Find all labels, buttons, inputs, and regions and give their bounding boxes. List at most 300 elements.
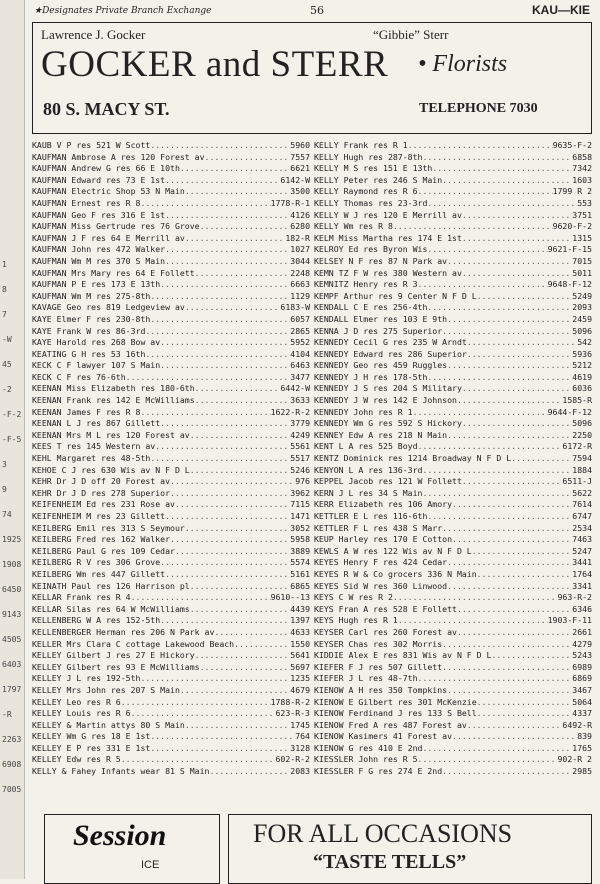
leader-dots [477, 708, 573, 720]
listing-phone: 1788-R-2 [270, 696, 310, 707]
listing-name: KELLY Thomas res 23-3rd [314, 197, 428, 208]
leader-dots [462, 210, 572, 222]
listing-name: KELROY Ed res Byron Wis [314, 244, 428, 255]
listing-phone: 6442-W [280, 383, 310, 394]
listing-phone: 5936 [572, 348, 592, 359]
listing-name: KELLY & Fahey Infants wear 81 S Main [32, 766, 210, 777]
listing-phone: 3962 [290, 487, 310, 498]
listing-name: KENNEDY Cecil G res 235 W Arndt [314, 337, 467, 348]
listing-row [32, 627, 310, 639]
listing-phone: 1550 [290, 638, 310, 649]
listing-name: KAUFMAN Ambrose A res 120 Forest av [32, 151, 205, 162]
strip-number: 1797 [2, 685, 22, 694]
listing-name: KAYE Elmer F res 230-8th [32, 313, 151, 324]
florist-advertisement [32, 22, 592, 134]
leader-dots [160, 418, 290, 430]
listing-name: KEINATH Paul res 126 Harrison pl [32, 580, 190, 591]
listing-name: KAUFMAN Wm M res 370 S Main [32, 255, 166, 266]
right-listing-column [314, 140, 592, 778]
listing-phone: 1129 [290, 290, 310, 301]
listing-name: KEES T res 145 Western av [32, 441, 156, 452]
leader-dots [462, 418, 572, 430]
leader-dots [190, 430, 291, 442]
listing-phone: 5952 [290, 337, 310, 348]
listing-row [32, 592, 310, 604]
listing-phone: 5958 [290, 534, 310, 545]
listing-name: KEMN TZ F W res 380 Western av [314, 267, 462, 278]
listing-row [314, 360, 592, 372]
listing-row [314, 349, 592, 361]
listing-phone: 6663 [290, 279, 310, 290]
listing-phone: 3441 [572, 557, 592, 568]
listing-row [314, 372, 592, 384]
listing-name: KELLENBERG W A res 152-5th [32, 615, 161, 626]
listing-phone: 1315 [572, 232, 592, 243]
listing-name: KEUP Harley res 170 E Cotton [314, 534, 453, 545]
listing-phone: 4337 [572, 708, 592, 719]
listing-row [32, 291, 310, 303]
listing-name: KENTZ Dominick res 1214 Broadway N F D L [314, 453, 512, 464]
listing-name: KENNEDY J W res 142 E Johnson [314, 395, 457, 406]
listing-phone: 2534 [572, 522, 592, 533]
session-brand: Session [73, 819, 167, 852]
listing-name: KEILBERG Wm res 447 Gillett [32, 568, 166, 579]
leader-dots [185, 233, 286, 245]
listing-name: KEMNITZ Henry res R 3 [314, 279, 418, 290]
listing-row [314, 476, 592, 488]
leader-dots [131, 708, 276, 720]
listing-phone: 3341 [572, 580, 592, 591]
leader-dots [511, 453, 572, 465]
listing-phone: 3889 [290, 545, 310, 556]
listing-phone: 902-R 2 [557, 754, 592, 765]
listing-name: KIEFER F J res 507 Gillett [314, 661, 443, 672]
listing-phone: 6280 [290, 221, 310, 232]
listing-row [314, 569, 592, 581]
listing-phone: 3044 [290, 255, 310, 266]
listing-name: KELLAR Frank res R 4 [32, 592, 131, 603]
listing-row [32, 731, 310, 743]
listing-row [32, 430, 310, 442]
leader-dots [447, 360, 572, 372]
listing-row [314, 337, 592, 349]
leader-dots [393, 221, 553, 233]
leader-dots [131, 592, 271, 604]
leader-dots [457, 604, 572, 616]
listing-phone: 7015 [572, 255, 592, 266]
leader-dots [190, 581, 291, 593]
leader-dots [165, 210, 290, 222]
leader-dots [205, 152, 291, 164]
listing-row [314, 407, 592, 419]
listing-name: KECK C F res 76-6th [32, 371, 126, 382]
listing-row [314, 534, 592, 546]
listing-row [314, 743, 592, 755]
listing-row [314, 581, 592, 593]
listing-name: KENNEY Edw A res 218 N Main [314, 429, 448, 440]
listing-name: KIDDIE Alex E res 831 Wis av N F D L [314, 650, 492, 661]
leader-dots [418, 754, 558, 766]
directory-page [28, 0, 596, 879]
listing-row [32, 488, 310, 500]
proprietor-2: “Gibbie” Sterr [373, 27, 449, 42]
listing-row [32, 465, 310, 477]
listing-phone: 1471 [290, 511, 310, 521]
listing-phone: 2661 [572, 626, 592, 637]
listing-row [314, 152, 592, 164]
leader-dots [170, 534, 290, 546]
listing-row [32, 697, 310, 709]
leader-dots [140, 673, 290, 685]
listing-phone: 542 [577, 337, 592, 348]
listing-row [32, 441, 310, 453]
strip-number: 1908 [2, 560, 22, 569]
listing-row [32, 523, 310, 535]
leader-dots [462, 268, 572, 280]
listing-name: KELLEY Leo res R 6 [32, 696, 121, 707]
listing-phone: 1765 [572, 742, 592, 753]
listing-name: KEHL Margaret res 48-5th [32, 453, 151, 464]
strip-number: 2263 [2, 735, 22, 744]
listing-phone: 4679 [290, 684, 310, 695]
listing-phone: 1778-R-1 [270, 197, 310, 208]
listing-row [314, 731, 592, 743]
listing-phone: 3500 [290, 186, 310, 197]
listing-name: KAUFMAN Mrs Mary res 64 E Follett [32, 267, 195, 278]
listing-row [32, 186, 310, 198]
listing-phone: 5246 [290, 464, 310, 475]
listing-row [314, 430, 592, 442]
listing-row [314, 546, 592, 558]
listing-name: KELLY Raymond res R 6 [314, 186, 418, 197]
leader-dots [175, 499, 290, 511]
listing-phone: 5249 [572, 290, 592, 301]
listing-row [314, 662, 592, 674]
listing-name: KAUFMAN P E res 173 E 13th [32, 279, 161, 290]
listing-name: KELLEY & Martin attys 80 S Main [32, 719, 185, 730]
leader-dots [418, 279, 548, 291]
leader-dots [442, 639, 572, 651]
listing-name: KEENAN Miss Elizabeth res 180-6th [32, 383, 195, 394]
listing-phone: 9635-F-2 [552, 140, 592, 150]
leader-dots [155, 441, 290, 453]
business-telephone: TELEPHONE 7030 [419, 101, 538, 116]
listing-phone: 4126 [290, 209, 310, 220]
listing-phone: 9648-F-12 [547, 279, 592, 290]
listing-row [32, 383, 310, 395]
leader-dots [170, 476, 295, 488]
session-ice-ad [44, 814, 220, 884]
leader-dots [477, 291, 573, 303]
listing-row [32, 639, 310, 651]
listing-phone: 9620-F-2 [552, 221, 592, 232]
leader-dots [175, 546, 290, 558]
listing-phone: 1235 [290, 673, 310, 684]
listing-row [314, 627, 592, 639]
listing-row [32, 511, 310, 523]
listing-phone: 6142-W [280, 174, 310, 185]
page-range: KAU—KIE [531, 3, 590, 17]
leader-dots [472, 546, 573, 558]
strip-number: -2 [2, 385, 12, 394]
leader-dots [418, 186, 553, 198]
leader-dots [190, 465, 291, 477]
left-listing-column [32, 140, 310, 778]
listing-name: KENYON L A res 136-3rd [314, 464, 423, 475]
strip-number: 7 [2, 310, 7, 319]
bullet: • [418, 51, 427, 77]
strip-number: 1925 [2, 535, 22, 544]
listing-phone: 963-R-2 [557, 592, 592, 603]
leader-dots [457, 395, 562, 407]
leader-dots [447, 314, 572, 326]
leader-dots [214, 627, 290, 639]
listing-name: KELSEY N F res 87 N Park av [314, 255, 448, 266]
leader-dots [442, 523, 572, 535]
listing-phone: 3052 [290, 522, 310, 533]
listing-name: KEILBERG Emil res 313 S Seymour [32, 522, 185, 533]
leader-dots [462, 383, 572, 395]
listing-name: KAUFMAN John res 472 Walker [32, 244, 166, 255]
listing-phone: 6621 [290, 163, 310, 174]
listing-name: KEHR Dr J D off 20 Forest av [32, 476, 171, 487]
leader-dots [452, 731, 577, 743]
listing-phone: 9644-F-12 [547, 406, 592, 417]
listing-row [32, 233, 310, 245]
listing-phone: 1799 R 2 [552, 186, 592, 197]
listing-phone: 5517 [290, 453, 310, 464]
listing-name: KELM Miss Martha res 174 E 1st [314, 232, 462, 243]
listing-row [32, 140, 310, 152]
listing-name: KEIFENHEIM M res 23 Gillett [32, 511, 166, 521]
leader-dots [462, 476, 563, 488]
leader-dots [200, 221, 291, 233]
listing-phone: 764 [295, 731, 310, 742]
listing-phone: 3477 [290, 371, 310, 382]
listing-row [32, 708, 310, 720]
strip-number: 9 [2, 485, 7, 494]
listing-phone: 7594 [572, 453, 592, 464]
listing-row [314, 766, 592, 778]
listing-name: KEYSER Carl res 260 Forest av [314, 626, 457, 637]
listing-name: KEYS Fran A res 528 E Follett [314, 603, 457, 614]
listing-phone: 2093 [572, 302, 592, 313]
listing-phone: 3633 [290, 395, 310, 406]
listing-name: KENNEDY Wm G res 592 S Hickory [314, 418, 462, 429]
listing-phone: 3751 [572, 209, 592, 220]
listing-name: KAUFMAN Electric Shop 53 N Main [32, 186, 185, 197]
listing-row [32, 546, 310, 558]
listing-name: KIESSLER F G res 274 E 2nd [314, 766, 443, 777]
leader-dots [160, 279, 290, 291]
leader-dots [447, 256, 572, 268]
listing-name: KAYE Frank W res 86-3rd [32, 325, 146, 336]
listing-row [32, 244, 310, 256]
listing-name: KELLY W J res 120 E Merrill av [314, 209, 462, 220]
listing-name: KIENOW A H res 350 Tompkins [314, 684, 448, 695]
leader-dots [422, 465, 572, 477]
leader-dots [442, 662, 572, 674]
leader-dots [467, 337, 577, 349]
listing-phone: 5243 [572, 650, 592, 661]
listing-phone: 6172-R [562, 441, 592, 452]
listing-name: KEILBERG R V res 306 Grove [32, 557, 161, 568]
listing-phone: 602-R-2 [275, 754, 310, 765]
listing-row [314, 175, 592, 187]
listing-name: KETTLER E L res 116-6th [314, 511, 428, 521]
listing-phone: 7115 [290, 499, 310, 510]
listing-name: KELLY Frank res R 1 [314, 140, 408, 150]
leader-dots [491, 650, 572, 662]
listing-name: KIENOW Ferdinand J res 133 S Bell [314, 708, 477, 719]
listing-row [32, 754, 310, 766]
listing-name: KAUFMAN Miss Gertrude res 76 Grove [32, 221, 200, 232]
listing-row [314, 639, 592, 651]
listing-name: KELLEY Wm G res 18 E 1st [32, 731, 151, 742]
listing-phone: 6747 [572, 511, 592, 521]
listing-name: KEENAN Frank res 142 E McWilliams [32, 395, 195, 406]
listing-name: KIENOW E Gilbert res 301 McKenzie [314, 696, 477, 707]
listing-row [32, 766, 310, 778]
listing-name: KELLEY E P res 331 E 1st [32, 742, 151, 753]
listing-phone: 5960 [290, 140, 310, 150]
listing-phone: 5697 [290, 661, 310, 672]
listing-phone: 182-R [285, 232, 310, 243]
listing-phone: 5641 [290, 650, 310, 661]
listing-row [32, 615, 310, 627]
listing-phone: 6858 [572, 151, 592, 162]
listing-name: KEATING G H res 53 16th [32, 348, 146, 359]
listing-row [314, 302, 592, 314]
strip-number: -W [2, 335, 12, 344]
listing-row [314, 488, 592, 500]
listing-phone: 6346 [572, 603, 592, 614]
leader-dots [432, 163, 572, 175]
listing-phone: 5011 [572, 267, 592, 278]
business-address: 80 S. MACY ST. [43, 99, 170, 119]
listing-name: KIESSLER John res R 5 [314, 754, 418, 765]
listing-name: KENNEDY J H res 178-5th [314, 371, 428, 382]
listing-row [314, 291, 592, 303]
listing-phone: 1745 [290, 719, 310, 730]
listing-name: KENNEDY John res R 1 [314, 406, 413, 417]
leader-dots [160, 337, 290, 349]
strip-number: 6403 [2, 660, 22, 669]
listing-phone: 5064 [572, 696, 592, 707]
listing-phone: 4619 [572, 371, 592, 382]
listing-row [32, 720, 310, 732]
listing-phone: 6869 [572, 673, 592, 684]
listing-row [314, 557, 592, 569]
business-name: GOCKER and STERR [41, 44, 389, 85]
leader-dots [195, 650, 291, 662]
listing-name: KEYSER Chas res 302 Morris [314, 638, 443, 649]
listing-phone: 5561 [290, 441, 310, 452]
listing-row [314, 210, 592, 222]
listing-name: KEYES Henry F res 424 Cedar [314, 557, 448, 568]
listing-name: KEHR Dr J D res 278 Superior [32, 487, 171, 498]
listing-phone: 3128 [290, 742, 310, 753]
leader-dots [427, 372, 572, 384]
listing-phone: 3467 [572, 684, 592, 695]
leader-dots [447, 685, 572, 697]
listing-row [32, 152, 310, 164]
listing-row [314, 650, 592, 662]
leader-dots [190, 604, 291, 616]
listing-name: KENNA J D res 275 Superior [314, 325, 443, 336]
leader-dots [234, 639, 290, 651]
listing-name: KAVAGE Geo res 819 Ledgeview av [32, 302, 185, 313]
listing-row [314, 499, 592, 511]
occasions-ad [228, 814, 592, 884]
listing-row [32, 314, 310, 326]
leader-dots [422, 488, 572, 500]
leader-dots [418, 673, 573, 685]
florists-label [418, 51, 507, 78]
listing-row [314, 221, 592, 233]
leader-dots [408, 140, 553, 152]
listing-name: KELLER Mrs Clara C cottage Lakewood Beach [32, 638, 235, 649]
listing-phone: 5622 [572, 487, 592, 498]
listing-name: KEYES R W & Co grocers 336 N Main [314, 568, 477, 579]
listing-name: KEENAN L J res 867 Gillett [32, 418, 161, 429]
leader-dots [145, 349, 290, 361]
listing-row [32, 557, 310, 569]
leader-dots [413, 407, 548, 419]
listing-row [32, 279, 310, 291]
leader-dots [447, 581, 572, 593]
leader-dots [160, 615, 290, 627]
listing-name: KELLY Wm res R 8 [314, 221, 393, 232]
leader-dots [195, 383, 281, 395]
listing-name: KEYS C W res R 2 [314, 592, 393, 603]
listing-row [314, 383, 592, 395]
listing-name: KEHOE C J res 630 Wis av N F D L [32, 464, 190, 475]
listing-row [32, 198, 310, 210]
listing-row [32, 499, 310, 511]
leader-dots [140, 407, 270, 419]
listing-row [32, 604, 310, 616]
listing-row [314, 523, 592, 535]
leader-dots [150, 731, 295, 743]
listing-name: KENNEDY Edward res 286 Superior [314, 348, 467, 359]
listing-phone: 9621-F-15 [547, 244, 592, 255]
strip-number: 74 [2, 510, 12, 519]
strip-number: 6908 [2, 760, 22, 769]
listing-phone: 4439 [290, 603, 310, 614]
listing-name: KELLEY Mrs John res 207 S Main [32, 684, 180, 695]
listing-row [32, 221, 310, 233]
listing-name: KELLEY Gilbert J res 27 E Hickory [32, 650, 195, 661]
listing-name: KERR Elizabeth res 106 Amory [314, 499, 453, 510]
listing-name: KELLENBERGER Herman res 206 N Park av [32, 626, 215, 637]
listing-phone: 5096 [572, 418, 592, 429]
listing-phone: 7463 [572, 534, 592, 545]
listing-row [314, 279, 592, 291]
listing-row [32, 302, 310, 314]
listing-phone: 1397 [290, 615, 310, 626]
listing-name: KEENAN James F res R 8 [32, 406, 141, 417]
listing-name: KELLAR Silas res 64 W McWilliams [32, 603, 190, 614]
leader-dots [398, 615, 548, 627]
leader-dots [150, 453, 290, 465]
listing-row [32, 372, 310, 384]
listing-row [314, 163, 592, 175]
listing-row [314, 256, 592, 268]
leader-dots [165, 511, 290, 523]
listing-phone: 5096 [572, 325, 592, 336]
listing-name: KAUFMAN Andrew G res 66 E 10th [32, 163, 180, 174]
